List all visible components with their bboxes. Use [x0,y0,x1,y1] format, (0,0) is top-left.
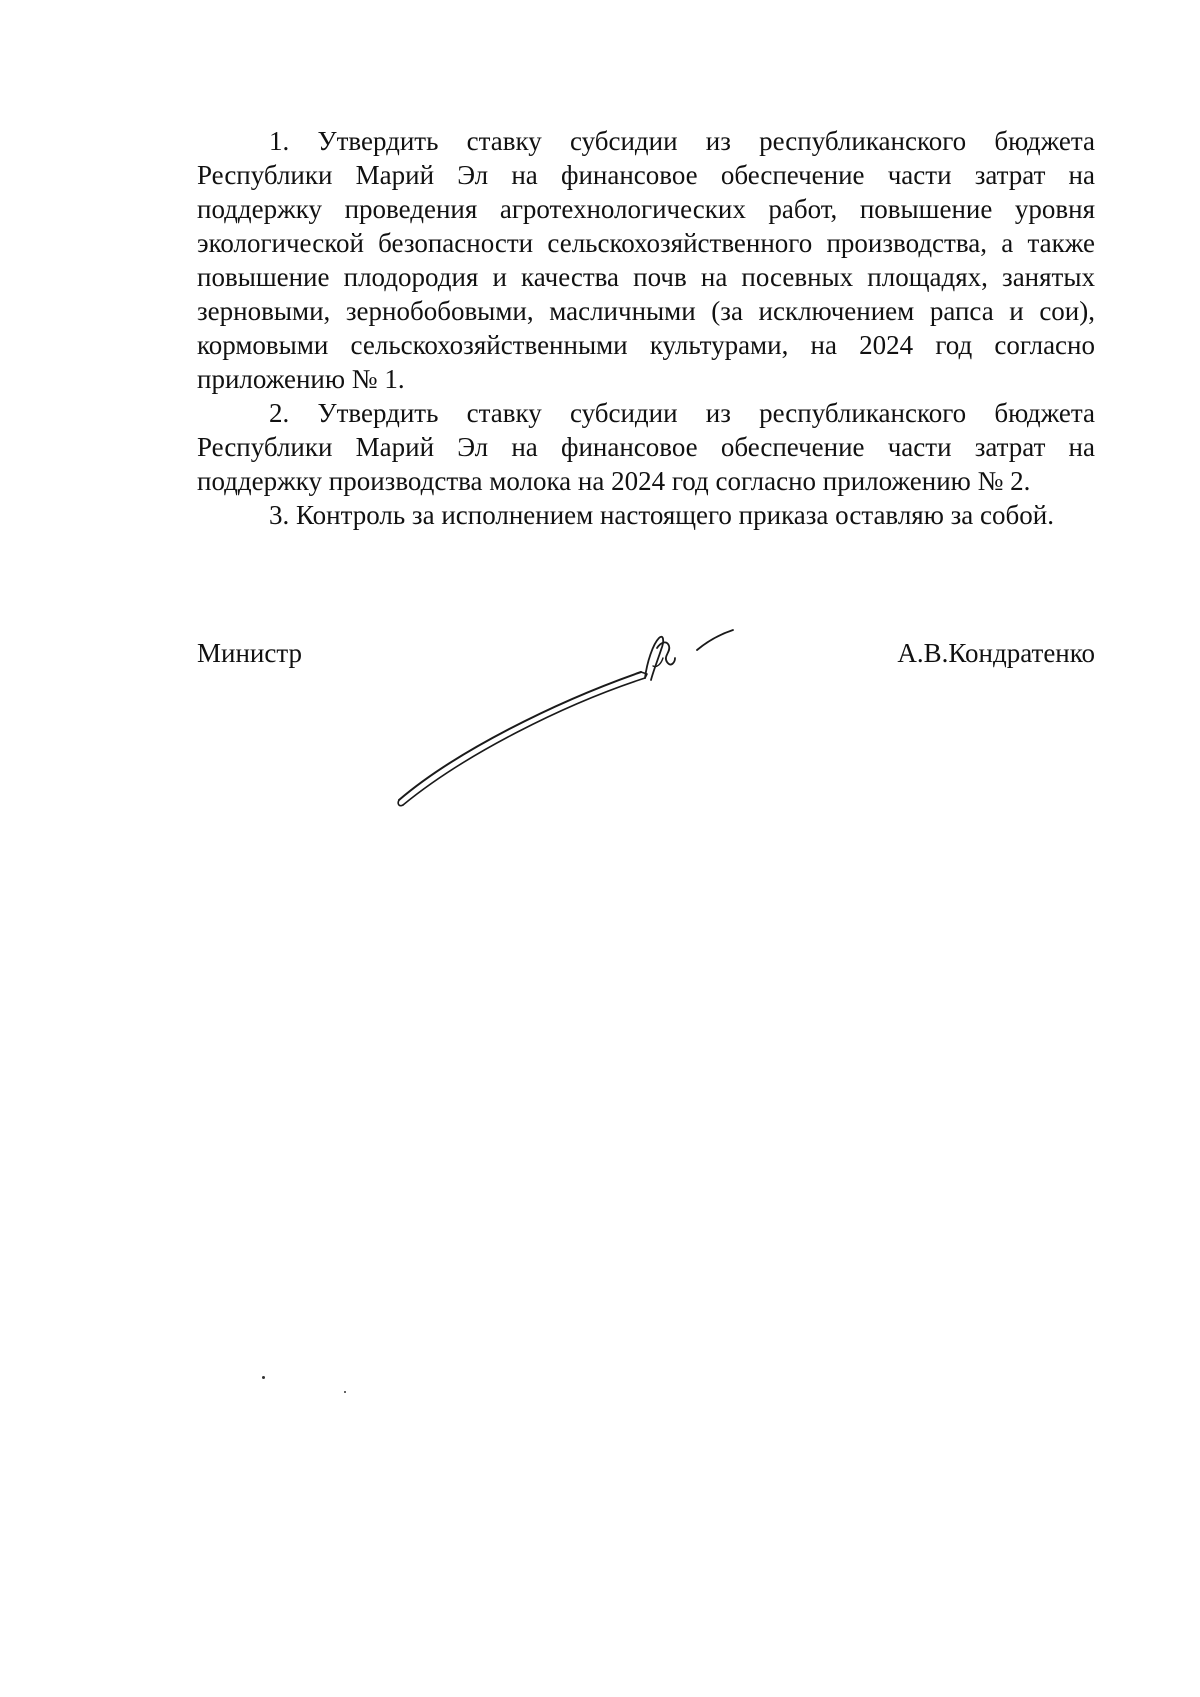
signatory-title: Министр [197,638,302,668]
signatory-name: А.В.Кондратенко [897,638,1095,668]
handwritten-signature [395,622,775,832]
paragraph-2: 2. Утвердить ставку субсидии из республиканского бюджета Республики Марий Эл на финансовое обеспечение части затрат на поддержку производства молока на 2024 год согласно приложению № 2. [197,398,1095,496]
scan-speck [262,1376,265,1379]
scan-speck [344,1391,346,1393]
paragraph-3: 3. Контроль за исполнением настоящего приказа оставляю за собой. [269,500,1054,530]
paragraph-1: 1. Утвердить ставку субсидии из республиканского бюджета Республики Марий Эл на финансовое обеспечение части затрат на поддержку проведения агротехнологических работ, повышение уровня экологической безопасности сельскохозяйственного производства, а также повышение плодородия и качества почв на посевных площадях, занятых зерновыми, зернобобовыми, масличными (за исключением рапса и сои), кормовыми сельскохозяйственными культурами, на 2024 год согласно приложению № 1. [197,126,1095,394]
document-body [197,124,1095,532]
signature-block [197,636,1095,836]
